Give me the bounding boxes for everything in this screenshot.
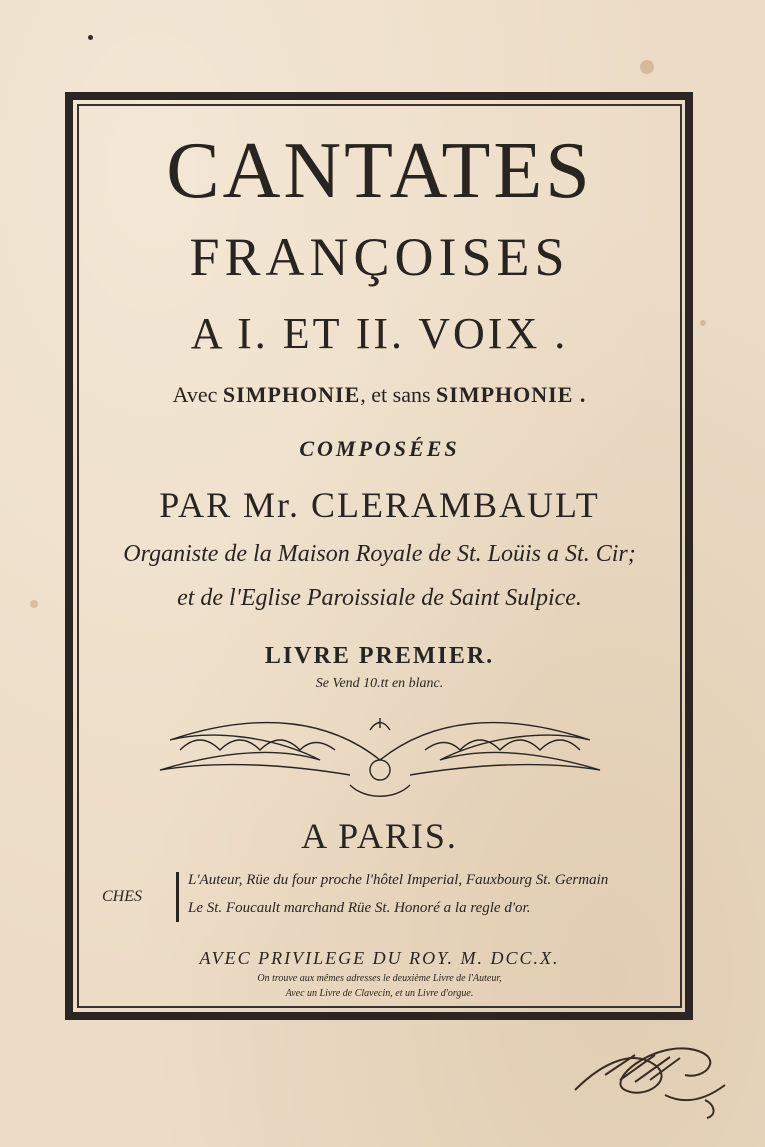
subtitle-avec: Avec xyxy=(172,382,218,407)
title-cantates: CANTATES xyxy=(166,127,593,215)
city-paris: A PARIS. xyxy=(301,816,458,856)
address-line-2: Le St. Foucault marchand Rüe St. Honoré a la regle d'or. xyxy=(188,900,531,916)
note-line-1: On trouve aux mêmes adresses le deuxième Livre de l'Auteur, xyxy=(257,973,502,984)
livre-premier: LIVRE PREMIER. xyxy=(264,643,495,669)
author-line: PAR Mr. CLERAMBAULT xyxy=(159,485,600,525)
privilege-line: AVEC PRIVILEGE DU ROY. M. DCC.X. xyxy=(199,948,560,968)
foxing-spot xyxy=(700,320,706,326)
title-voix: A I. ET II. VOIX . xyxy=(190,309,569,358)
organiste-line-1: Organiste de la Maison Royale de St. Loüis a St. Cir; xyxy=(123,541,636,567)
title-francoises: FRANÇOISES xyxy=(189,227,570,287)
composees-heading: COMPOSÉES xyxy=(299,436,460,461)
subtitle-simphonie-1: SIMPHONIE xyxy=(222,382,361,407)
address-line-1: L'Auteur, Rüe du four proche l'hôtel Imperial, Fauxbourg St. Germain xyxy=(188,872,609,888)
subtitle-simphonie-2: SIMPHONIE . xyxy=(436,382,587,407)
note-line-2: Avec un Livre de Clavecin, et un Livre d'orgue. xyxy=(285,988,474,999)
ink-dot xyxy=(88,35,93,40)
foxing-spot xyxy=(640,60,654,74)
subtitle-simphonie xyxy=(77,382,682,408)
subtitle-et-sans: , et sans xyxy=(360,382,431,407)
handwritten-signature xyxy=(565,1020,745,1120)
ches-label: CHES xyxy=(102,888,142,905)
organiste-line-2: et de l'Eglise Paroissiale de Saint Sulpice. xyxy=(177,585,582,611)
address-brace xyxy=(176,872,185,922)
foxing-spot xyxy=(30,600,38,608)
ornament-vignette xyxy=(150,700,610,810)
price-note: Se Vend 10.tt en blanc. xyxy=(315,676,444,691)
